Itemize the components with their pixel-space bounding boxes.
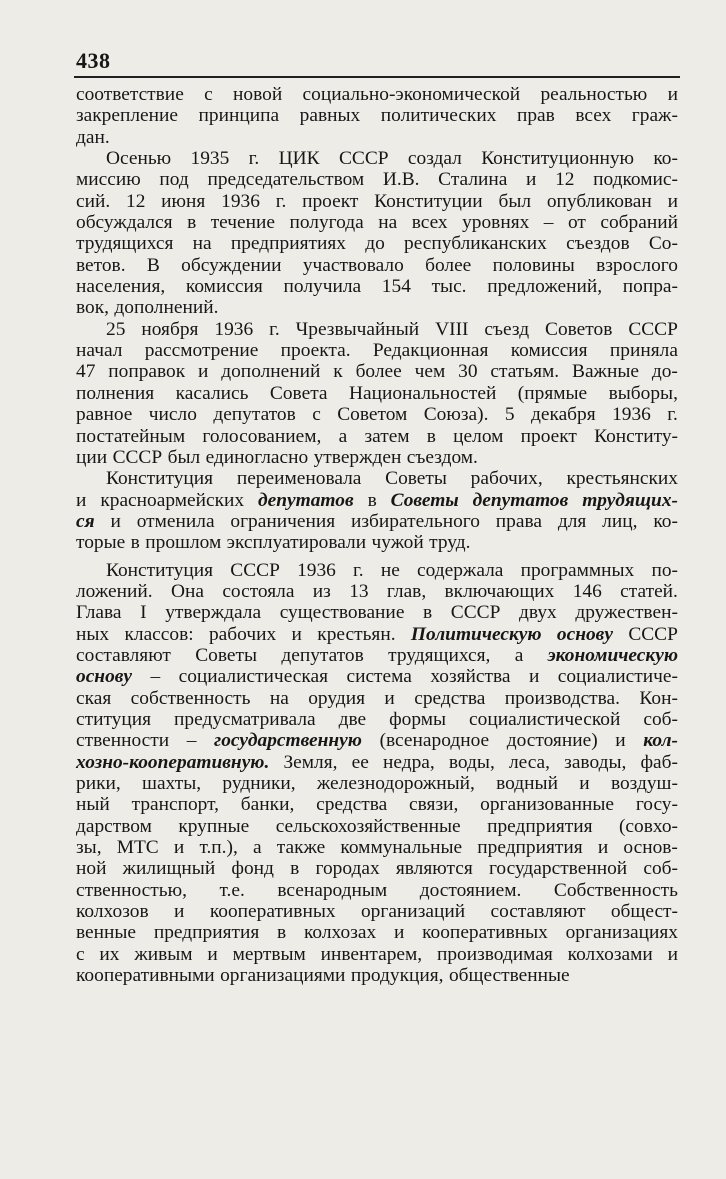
text-line: ветов. В обсуждении участвовало более половины взрослого bbox=[76, 254, 678, 276]
text-line: ных классов: рабочих и крестьян. Политическую основу СССР bbox=[76, 623, 678, 645]
text-line: Глава I утверждала существование в СССР двух дружествен- bbox=[76, 602, 678, 624]
text-line: ская собственность на орудия и средства производства. Кон- bbox=[76, 687, 678, 709]
text-line: населения, комиссия получила 154 тыс. предложений, попра- bbox=[76, 276, 678, 298]
text-line: закрепление принципа равных политических прав всех граж- bbox=[76, 105, 678, 127]
text-line: дан. bbox=[76, 126, 110, 148]
text-line: венные предприятия в колхозах и кооперативных организациях bbox=[76, 922, 678, 944]
text-line: 47 поправок и дополнений к более чем 30 статьям. Важные до- bbox=[76, 361, 678, 383]
text-line: зы, МТС и т.п.), а также коммунальные предприятия и основ- bbox=[76, 837, 678, 859]
text-line: и красноармейских депутатов в Советы депутатов трудящих- bbox=[76, 489, 678, 511]
text-line: равное число депутатов с Советом Союза). 5 декабря 1936 г. bbox=[76, 404, 678, 426]
text-line: кооперативными организациями продукция, общественные bbox=[76, 965, 570, 987]
text-line: начал рассмотрение проекта. Редакционная комиссия приняла bbox=[76, 340, 678, 362]
text-line: ной жилищный фонд в городах являются государственной соб- bbox=[76, 858, 678, 880]
text-line: ложений. Она состояла из 13 глав, включающих 146 статей. bbox=[76, 580, 678, 602]
text-line: дарством крупные сельскохозяйственные предприятия (совхо- bbox=[76, 815, 678, 837]
text-line: составляют Советы депутатов трудящихся, а экономическую bbox=[76, 644, 678, 666]
text-line: ственностью, т.е. всенародным достоянием. Собственность bbox=[76, 879, 678, 901]
text-line: трудящихся на предприятиях до республиканских съездов Со- bbox=[76, 233, 678, 255]
text-line: миссию под председательством И.В. Сталина и 12 подкомис- bbox=[76, 169, 678, 191]
body-text bbox=[76, 84, 678, 986]
page-number: 438 bbox=[76, 48, 111, 73]
text-line: постатейным голосованием, а затем в целом проект Конститу- bbox=[76, 425, 678, 447]
text-line: Конституция СССР 1936 г. не содержала программных по- bbox=[106, 559, 678, 581]
text-line: Осенью 1935 г. ЦИК СССР создал Конституционную ко- bbox=[106, 148, 678, 170]
text-line: основу – социалистическая система хозяйства и социалистиче- bbox=[76, 666, 678, 688]
text-line: обсуждался в течение полугода на всех уровнях – от собраний bbox=[76, 212, 678, 234]
text-line: торые в прошлом эксплуатировали чужой труд. bbox=[76, 532, 471, 554]
text-line: рики, шахты, рудники, железнодорожный, водный и воздуш- bbox=[76, 773, 678, 794]
text-line: Конституция переименовала Советы рабочих, крестьянских bbox=[106, 468, 678, 490]
text-line: ции СССР был единогласно утвержден съездом. bbox=[76, 446, 478, 468]
text-line: полнения касались Совета Национальностей (прямые выборы, bbox=[76, 382, 678, 404]
text-line: с их живым и мертвым инвентарем, производимая колхозами и bbox=[76, 943, 678, 965]
text-line: сий. 12 июня 1936 г. проект Конституции был опубликован и bbox=[76, 190, 678, 212]
text-line: ственности – государственную (всенародное достояние) и кол- bbox=[76, 730, 678, 752]
text-line: ся и отменила ограничения избирательного права для лиц, ко- bbox=[76, 510, 678, 532]
text-line: 25 ноября 1936 г. Чрезвычайный VIII съезд Советов СССР bbox=[106, 318, 678, 340]
text-line: ституция предусматривала две формы социалистической соб- bbox=[76, 708, 678, 730]
text-line: хозно-кооперативную. Земля, ее недра, воды, леса, заводы, фаб- bbox=[76, 751, 678, 773]
text-line: ный транспорт, банки, средства связи, организованные госу- bbox=[76, 794, 678, 816]
text-line: соответствие с новой социально-экономической реальностью и bbox=[76, 84, 678, 105]
header-rule bbox=[74, 76, 680, 78]
text-line: вок, дополнений. bbox=[76, 297, 219, 319]
text-line: колхозов и кооперативных организаций составляют общест- bbox=[76, 901, 678, 923]
